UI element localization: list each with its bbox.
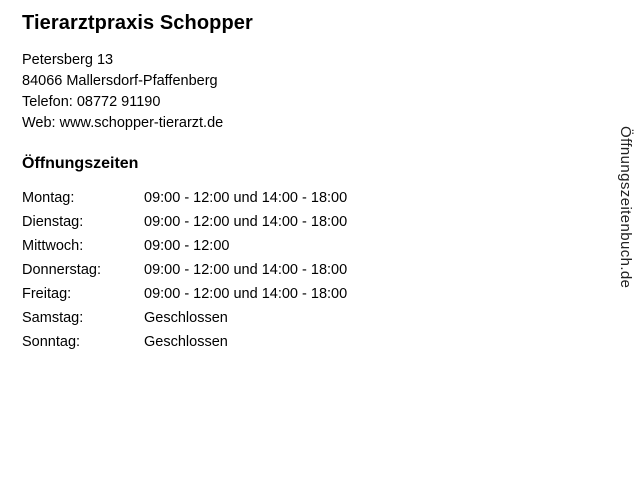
watermark-text: Öffnungszeitenbuch.de [617,126,634,289]
day-label: Dienstag: [22,214,84,230]
business-info-panel [22,10,582,358]
table-row [22,334,484,358]
day-label: Sonntag: [22,334,81,350]
hours-value: 09:00 - 12:00 und 14:00 - 18:00 [144,262,348,278]
table-row [22,262,484,286]
address-city: 84066 Mallersdorf-Pfaffenberg [22,73,218,89]
hours-value: 09:00 - 12:00 und 14:00 - 18:00 [144,214,348,230]
hours-value: 09:00 - 12:00 [144,238,230,254]
hours-value: Geschlossen [144,334,228,350]
page-title: Tierarztpraxis Schopper [22,12,253,34]
day-label: Montag: [22,190,75,206]
hours-value: 09:00 - 12:00 und 14:00 - 18:00 [144,286,348,302]
table-row [22,310,484,334]
table-row [22,238,484,262]
opening-hours-table [22,190,484,358]
website-line: Web: www.schopper-tierarzt.de [22,115,224,131]
day-label: Mittwoch: [22,238,84,254]
table-row [22,286,484,310]
hours-value: 09:00 - 12:00 und 14:00 - 18:00 [144,190,348,206]
opening-hours-heading: Öffnungszeiten [22,155,139,172]
day-label: Freitag: [22,286,72,302]
table-row [22,190,484,214]
address-block [22,50,582,134]
day-label: Donnerstag: [22,262,101,278]
address-street: Petersberg 13 [22,52,114,68]
hours-value: Geschlossen [144,310,228,326]
phone-line: Telefon: 08772 91190 [22,94,161,110]
day-label: Samstag: [22,310,84,326]
table-row [22,214,484,238]
